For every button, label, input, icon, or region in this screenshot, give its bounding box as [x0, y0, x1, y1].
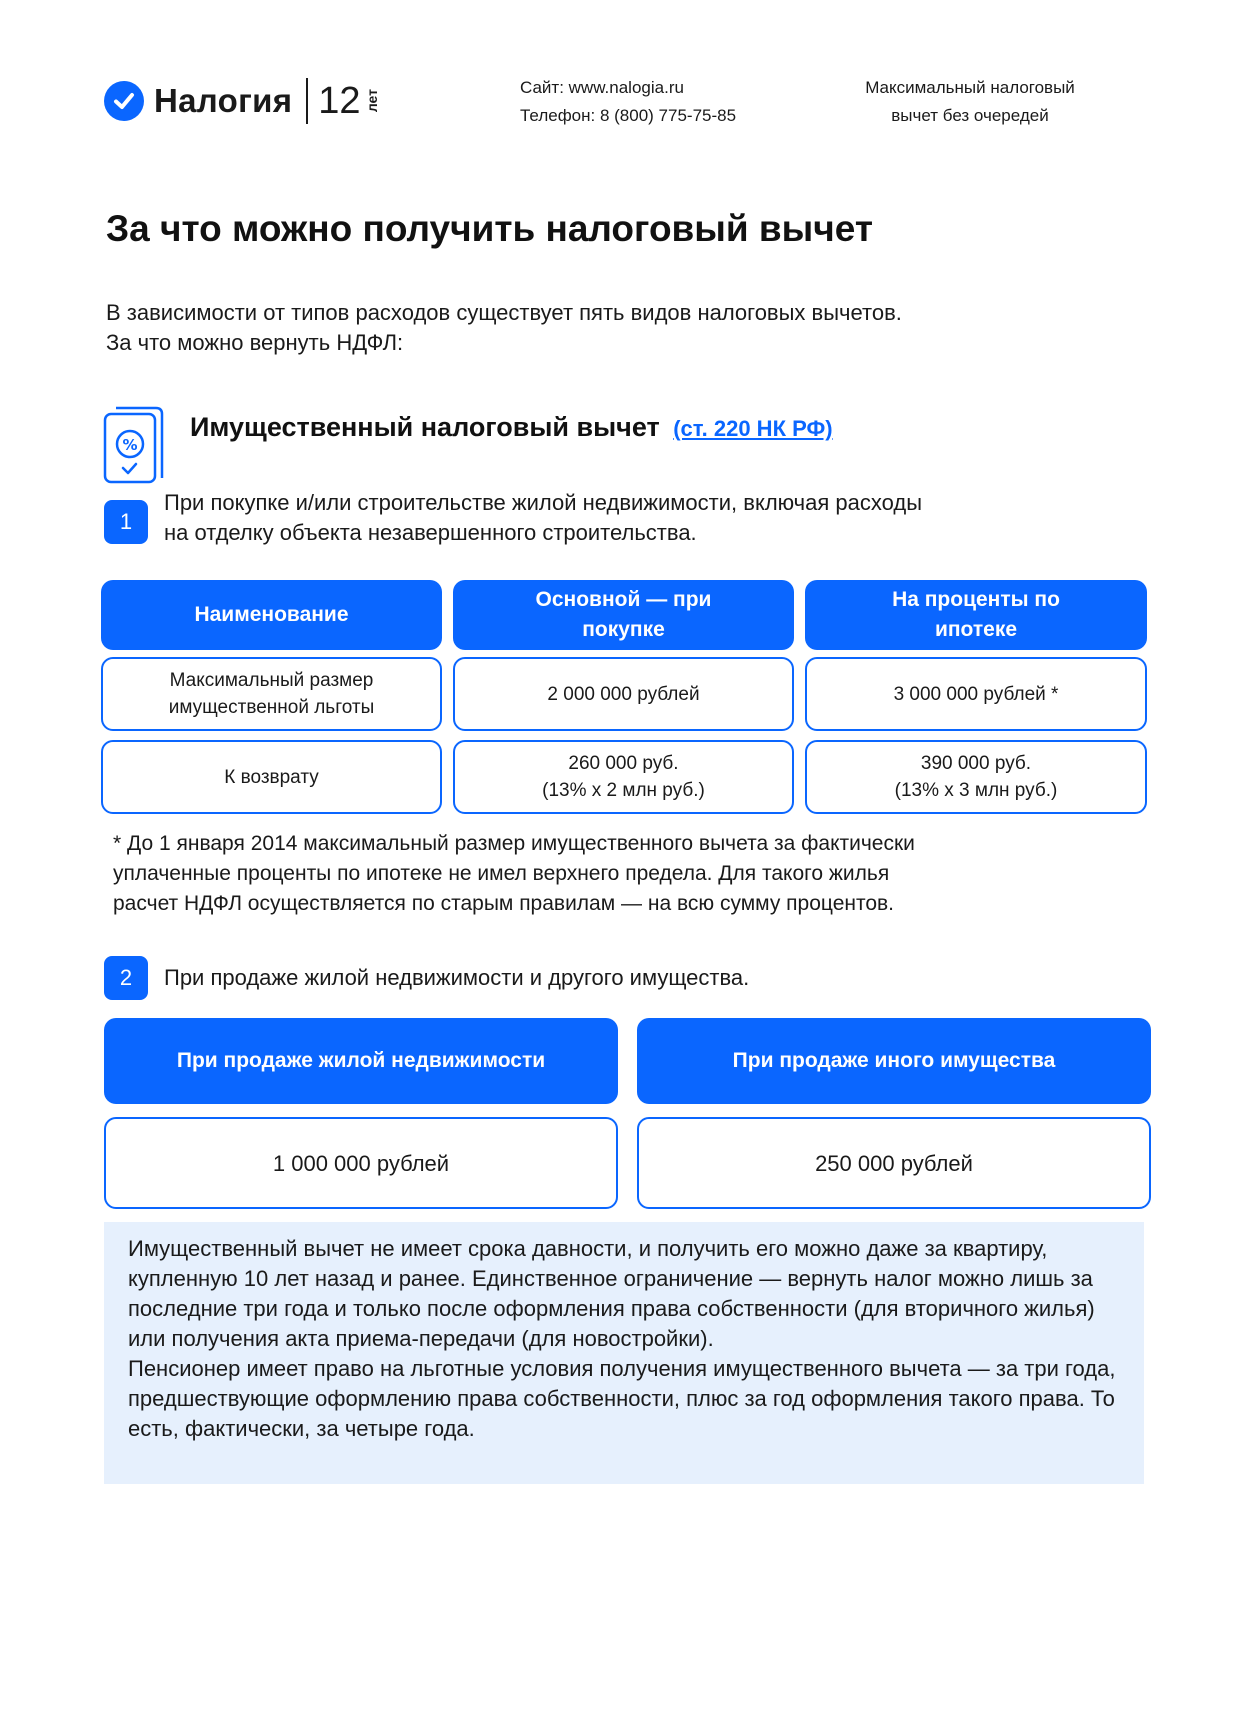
note-paragraph-1: Имущественный вычет не имеет срока давности, и получить его можно даже за квартиру, купленную 10 лет назад и ранее. Единственное ограничение — вернуть налог можно лишь за последние три года и только после оформления права собственности (для вторичного жилья) или получения акта приема-передачи (для новостройки). — [128, 1236, 1095, 1351]
item-1-line-2: на отделку объекта незавершенного строительства. — [164, 520, 697, 545]
item-1-badge: 1 — [104, 500, 148, 544]
section-title — [190, 412, 833, 443]
item-2-badge: 2 — [104, 956, 148, 1000]
tax-code-link[interactable]: (ст. 220 НК РФ) — [673, 416, 833, 441]
table1-header-name: Наименование — [101, 580, 442, 650]
svg-text:%: % — [122, 436, 138, 454]
table2-value-housing: 1 000 000 рублей — [104, 1117, 618, 1209]
table1-header-purchase: Основной — при покупке — [453, 580, 794, 650]
table2-value-other: 250 000 рублей — [637, 1117, 1151, 1209]
table1-header-mortgage: На проценты по ипотеке — [805, 580, 1147, 650]
table1-cell: Максимальный размер имущественной льготы — [101, 657, 442, 731]
intro-line-2: За что можно вернуть НДФЛ: — [106, 330, 404, 355]
table1-cell: 2 000 000 рублей — [453, 657, 794, 731]
percent-document-icon — [102, 404, 172, 486]
section-title-text: Имущественный налоговый вычет — [190, 412, 660, 442]
slogan-line-1: Максимальный налоговый — [865, 78, 1075, 97]
site-link[interactable]: Сайт: www.nalogia.ru — [520, 78, 684, 97]
brand-name: Налогия — [154, 82, 293, 119]
table1-cell: 260 000 руб. (13% х 2 млн руб.) — [453, 740, 794, 814]
slogan — [830, 74, 1110, 130]
checkmark-logo-icon — [104, 81, 144, 121]
note-paragraph-2: Пенсионер имеет право на льготные условия получения имущественного вычета — за три года, предшествующие оформлению права собственности, плюс за год оформления такого права. То есть, фактически, за четыре года. — [128, 1356, 1116, 1441]
table2-header-housing: При продаже жилой недвижимости — [104, 1018, 618, 1104]
table1-cell: 390 000 руб. (13% х 3 млн руб.) — [805, 740, 1147, 814]
footnote — [113, 829, 1153, 919]
logo — [104, 78, 379, 124]
contacts — [520, 74, 736, 130]
table1-cell: К возврату — [101, 740, 442, 814]
info-note — [104, 1222, 1144, 1484]
footnote-line-3: расчет НДФЛ осуществляется по старым правилам — на всю сумму процентов. — [113, 892, 895, 915]
brand-years-suffix: лет — [363, 89, 380, 113]
logo-divider — [306, 78, 308, 124]
page-title: За что можно получить налоговый вычет — [106, 208, 873, 249]
brand-years: 12 — [318, 80, 361, 122]
table1-cell: 3 000 000 рублей * — [805, 657, 1147, 731]
slogan-line-2: вычет без очередей — [891, 106, 1049, 125]
intro — [106, 298, 1146, 358]
intro-line-1: В зависимости от типов расходов существует пять видов налоговых вычетов. — [106, 300, 902, 325]
table2-header-other: При продаже иного имущества — [637, 1018, 1151, 1104]
phone-link[interactable]: Телефон: 8 (800) 775-75-85 — [520, 106, 737, 125]
footnote-line-1: * До 1 января 2014 максимальный размер имущественного вычета за фактически — [113, 832, 915, 855]
item-1-line-1: При покупке и/или строительстве жилой недвижимости, включая расходы — [164, 490, 923, 515]
item-1-text — [164, 488, 922, 548]
item-2-text: При продаже жилой недвижимости и другого имущества. — [164, 965, 750, 990]
footnote-line-2: уплаченные проценты по ипотеке не имел верхнего предела. Для такого жилья — [113, 862, 890, 885]
